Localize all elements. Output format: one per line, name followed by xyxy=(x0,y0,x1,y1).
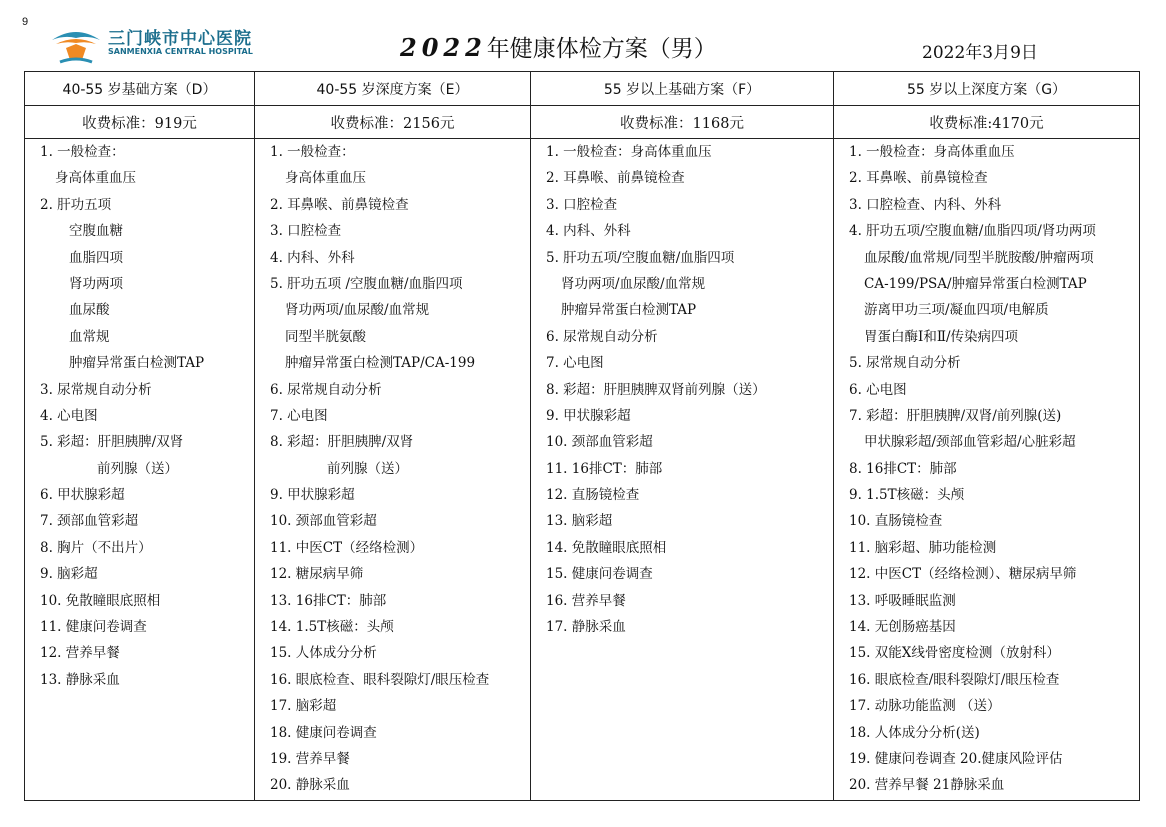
plan-items-e xyxy=(255,139,531,801)
list-item: 8. 彩超：肝胆胰脾双肾前列腺（送） xyxy=(546,381,766,398)
list-item: 14. 1.5T核磁：头颅 xyxy=(270,619,394,636)
list-item: 前列腺（送） xyxy=(327,460,408,477)
list-item: 9. 脑彩超 xyxy=(40,566,98,583)
list-item: 8. 16排CT：肺部 xyxy=(849,460,957,477)
list-item: 7. 心电图 xyxy=(546,355,604,372)
list-item: 19. 健康问卷调查 20.健康风险评估 xyxy=(849,750,1063,767)
list-item: 12. 糖尿病早筛 xyxy=(270,566,364,583)
list-item: 15. 人体成分分析 xyxy=(270,645,377,662)
list-item: 10. 免散瞳眼底照相 xyxy=(40,592,161,609)
list-item: 前列腺（送） xyxy=(97,460,178,477)
list-item: 肿瘤异常蛋白检测TAP xyxy=(69,355,205,372)
list-item: 18. 健康问卷调查 xyxy=(270,724,377,741)
list-item: 18. 人体成分分析(送) xyxy=(849,724,980,741)
list-item: 肾功两项/血尿酸/血常规 xyxy=(561,275,706,292)
list-item: 6. 甲状腺彩超 xyxy=(40,487,125,504)
list-item: 13. 呼吸睡眠监测 xyxy=(849,592,956,609)
plan-fee-d: 收费标准：919元 xyxy=(25,106,255,139)
list-item: 5. 肝功五项 /空腹血糖/血脂四项 xyxy=(270,275,463,292)
page-title xyxy=(400,30,717,63)
list-item: 11. 脑彩超、肺功能检测 xyxy=(849,539,997,556)
list-item: 14. 无创肠癌基因 xyxy=(849,619,956,636)
list-item: 17. 动脉功能监测 （送） xyxy=(849,698,1001,715)
list-item: 3. 口腔检查 xyxy=(270,223,342,240)
list-item: 13. 16排CT：肺部 xyxy=(270,592,387,609)
plan-items-d xyxy=(25,139,255,801)
items-row xyxy=(25,139,1140,801)
list-item: 3. 尿常规自动分析 xyxy=(40,381,152,398)
list-item: 14. 免散瞳眼底照相 xyxy=(546,539,667,556)
plan-fee-f: 收费标准：1168元 xyxy=(531,106,834,139)
list-item: 肾功两项 xyxy=(69,275,123,292)
list-item: 9. 甲状腺彩超 xyxy=(546,407,631,424)
fee-row xyxy=(25,106,1140,139)
list-item: 4. 内科、外科 xyxy=(270,249,355,266)
list-item: 1. 一般检查： xyxy=(270,144,355,160)
list-item: 17. 脑彩超 xyxy=(270,698,337,715)
plan-fee-e: 收费标准：2156元 xyxy=(255,106,531,139)
list-item: 游离甲功三项/凝血四项/电解质 xyxy=(864,302,1049,319)
list-item: 血尿酸/血常规/同型半胱胺酸/肿瘤两项 xyxy=(864,249,1094,266)
list-item: 10. 直肠镜检查 xyxy=(849,513,943,530)
list-item: 2. 耳鼻喉、前鼻镜检查 xyxy=(849,170,988,187)
plan-fee-g: 收费标准:4170元 xyxy=(834,106,1140,139)
hospital-name-en: SANMENXIA CENTRAL HOSPITAL xyxy=(108,47,253,56)
list-item: 8. 胸片（不出片） xyxy=(40,539,152,556)
list-item: 6. 尿常规自动分析 xyxy=(270,381,382,398)
hospital-emblem-icon xyxy=(48,22,104,66)
list-item: 4. 心电图 xyxy=(40,407,98,424)
list-item: 甲状腺彩超/颈部血管彩超/心脏彩超 xyxy=(864,434,1076,451)
list-item: 10. 颈部血管彩超 xyxy=(270,513,377,530)
plan-header-d: 40-55 岁基础方案（D） xyxy=(25,72,255,106)
list-item: 4. 内科、外科 xyxy=(546,223,631,240)
list-item: 5. 肝功五项/空腹血糖/血脂四项 xyxy=(546,249,735,266)
list-item: 肿瘤异常蛋白检测TAP xyxy=(561,302,697,319)
list-item: 16. 眼底检查/眼科裂隙灯/眼压检查 xyxy=(849,671,1060,688)
list-item: 5. 彩超：肝胆胰脾/双肾 xyxy=(40,434,184,451)
list-item: 13. 脑彩超 xyxy=(546,513,613,530)
list-item: 19. 营养早餐 xyxy=(270,750,350,767)
list-item: 12. 中医CT（经络检测）、糖尿病早筛 xyxy=(849,566,1077,583)
list-item: 肾功两项/血尿酸/血常规 xyxy=(285,302,430,319)
list-item: 2. 耳鼻喉、前鼻镜检查 xyxy=(546,170,685,187)
list-item: 肿瘤异常蛋白检测TAP/CA-199 xyxy=(285,355,476,372)
list-item: 12. 营养早餐 xyxy=(40,645,120,662)
list-item: 1. 一般检查： xyxy=(40,144,125,160)
list-item: 身高体重血压 xyxy=(55,170,136,187)
list-item: 11. 健康问卷调查 xyxy=(40,619,147,636)
list-item: 胃蛋白酶Ⅰ和Ⅱ/传染病四项 xyxy=(864,328,1019,345)
list-item: 15. 健康问卷调查 xyxy=(546,566,653,583)
list-item: 6. 心电图 xyxy=(849,381,907,398)
plan-header-e: 40-55 岁深度方案（E） xyxy=(255,72,531,106)
list-item: 7. 彩超：肝胆胰脾/双肾/前列腺(送) xyxy=(849,407,1062,424)
list-item: 1. 一般检查：身高体重血压 xyxy=(849,144,1015,160)
list-item: 3. 口腔检查 xyxy=(546,196,618,213)
list-item: 9. 1.5T核磁：头颅 xyxy=(849,487,965,504)
list-item: 同型半胱氨酸 xyxy=(285,328,366,345)
list-item: 17. 静脉采血 xyxy=(546,619,626,636)
list-item: 15. 双能X线骨密度检测（放射科） xyxy=(849,645,1060,662)
header-row xyxy=(25,72,1140,106)
list-item: 4. 肝功五项/空腹血糖/血脂四项/肾功两项 xyxy=(849,223,1096,240)
plan-items-f xyxy=(531,139,834,801)
list-item: 11. 16排CT：肺部 xyxy=(546,460,663,477)
list-item: 12. 直肠镜检查 xyxy=(546,487,640,504)
list-item: 2. 耳鼻喉、前鼻镜检查 xyxy=(270,196,409,213)
list-item: CA-199/PSA/肿瘤异常蛋白检测TAP xyxy=(864,275,1087,292)
list-item: 空腹血糖 xyxy=(69,223,123,240)
list-item: 16. 眼底检查、眼科裂隙灯/眼压检查 xyxy=(270,671,490,688)
list-item: 血常规 xyxy=(69,328,110,345)
list-item: 7. 心电图 xyxy=(270,407,328,424)
list-item: 2. 肝功五项 xyxy=(40,196,112,213)
list-item: 7. 颈部血管彩超 xyxy=(40,513,139,530)
hospital-logo xyxy=(48,22,268,66)
list-item: 1. 一般检查：身高体重血压 xyxy=(546,144,712,160)
list-item: 5. 尿常规自动分析 xyxy=(849,355,961,372)
document-date: 2022年3月9日 xyxy=(922,43,1038,63)
hospital-name-cn: 三门峡市中心医院 xyxy=(108,29,252,49)
list-item: 16. 营养早餐 xyxy=(546,592,626,609)
list-item: 10. 颈部血管彩超 xyxy=(546,434,653,451)
plan-header-f: 55 岁以上基础方案（F） xyxy=(531,72,834,106)
list-item: 3. 口腔检查、内科、外科 xyxy=(849,196,1002,213)
plan-items-g xyxy=(834,139,1140,801)
title-text: 年健康体检方案（男） xyxy=(486,36,717,62)
list-item: 20. 静脉采血 xyxy=(270,777,350,794)
list-item: 8. 彩超：肝胆胰脾/双肾 xyxy=(270,434,414,451)
page-number: 9 xyxy=(22,16,29,28)
list-item: 9. 甲状腺彩超 xyxy=(270,487,355,504)
list-item: 6. 尿常规自动分析 xyxy=(546,328,658,345)
list-item: 13. 静脉采血 xyxy=(40,671,120,688)
list-item: 血尿酸 xyxy=(69,302,110,319)
plan-table xyxy=(24,71,1140,801)
list-item: 血脂四项 xyxy=(69,249,123,266)
list-item: 11. 中医CT（经络检测） xyxy=(270,539,424,556)
list-item: 20. 营养早餐 21静脉采血 xyxy=(849,777,1005,794)
title-year: 2022 xyxy=(400,33,487,62)
list-item: 身高体重血压 xyxy=(285,170,366,187)
plan-header-g: 55 岁以上深度方案（G） xyxy=(834,72,1140,106)
